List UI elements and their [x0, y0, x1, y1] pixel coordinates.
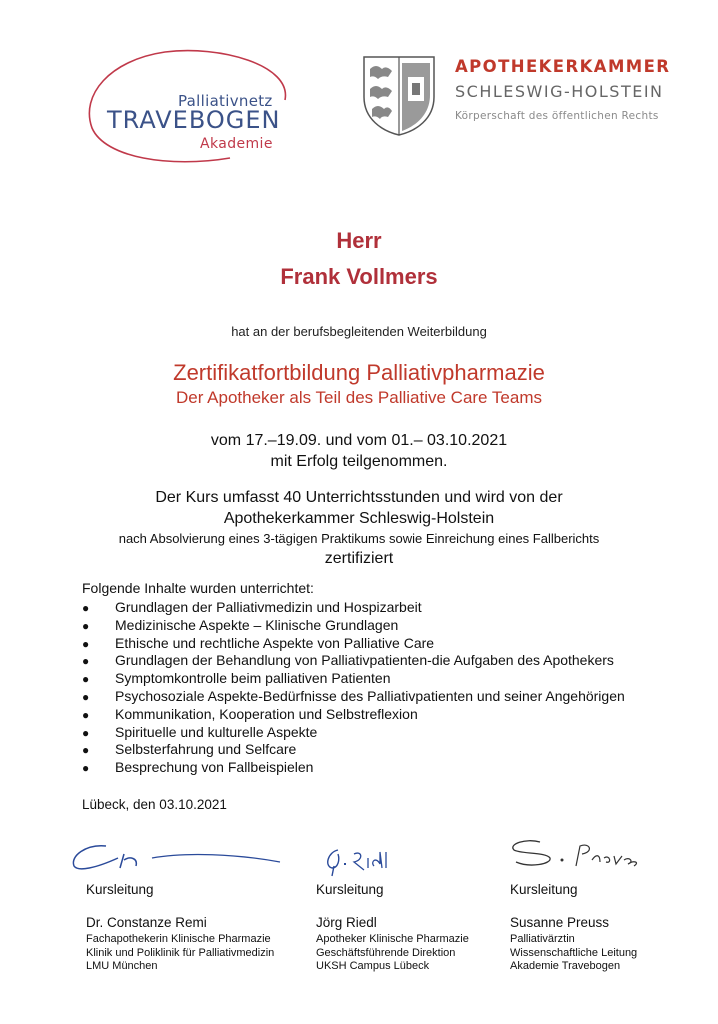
logo-travebogen: TRAVEBOGEN — [107, 106, 281, 134]
signatory-name: Jörg Riedl — [316, 915, 377, 930]
list-item — [82, 706, 625, 724]
signatory-role-line: Palliativärztin — [510, 933, 575, 945]
course-info-line-2: Apothekerkammer Schleswig-Holstein — [223, 510, 495, 527]
signatory-role — [510, 933, 637, 974]
signatory-name: Dr. Constanze Remi — [86, 915, 207, 930]
signatory-label: Kursleitung — [316, 882, 384, 897]
course-subtitle: Der Apotheker als Teil des Palliative Care Teams — [176, 388, 542, 407]
signatory-role-line: Wissenschaftliche Leitung — [510, 946, 638, 959]
bullet-icon: ● — [82, 672, 90, 687]
logo-akademie: Akademie — [200, 136, 273, 152]
topic-text: Ethische und rechtliche Aspekte von Palliative Care — [115, 634, 435, 651]
intro-text: hat an der berufsbegleitenden Weiterbildung — [231, 324, 487, 339]
list-item — [82, 617, 625, 635]
coat-of-arms-icon — [362, 55, 436, 137]
list-item — [82, 688, 625, 706]
bullet-icon: ● — [82, 636, 90, 651]
signatory-role-line: UKSH Campus Lübeck — [316, 960, 430, 972]
list-item — [82, 635, 625, 653]
bullet-icon: ● — [82, 654, 90, 669]
topic-text: Kommunikation, Kooperation und Selbstreflexion — [115, 705, 418, 722]
list-item — [82, 599, 625, 617]
course-info-line-1: Der Kurs umfasst 40 Unterrichtsstunden und wird von der — [155, 489, 563, 506]
list-item — [82, 759, 625, 777]
apothekerkammer-title: APOTHEKERKAMMER — [455, 57, 671, 76]
signatory-role — [86, 933, 274, 974]
signatory-label: Kursleitung — [510, 882, 578, 897]
signature-remi-icon — [66, 836, 286, 876]
signatory-role-line: Apotheker Klinische Pharmazie — [316, 933, 469, 945]
topic-text: Besprechung von Fallbeispielen — [115, 759, 314, 776]
signatory-role-line: Geschäftsführende Direktion — [316, 946, 456, 959]
signatory-name: Susanne Preuss — [510, 915, 610, 930]
list-item — [82, 724, 625, 742]
list-item — [82, 652, 625, 670]
topic-text: Spirituelle und kulturelle Aspekte — [115, 723, 318, 740]
place-date: Lübeck, den 03.10.2021 — [82, 797, 227, 812]
recipient-salutation: Herr — [336, 228, 382, 253]
bullet-icon: ● — [82, 725, 90, 740]
course-info-line-3: nach Absolvierung eines 3-tägigen Praktikums sowie Einreichung eines Fallberichts — [118, 531, 600, 546]
signature-riedl-icon — [320, 844, 400, 878]
signatory-role-line: Klinik und Poliklinik für Palliativmedizin — [86, 946, 275, 959]
bullet-icon: ● — [82, 707, 90, 722]
logo-palliativnetz: Palliativnetz — [178, 92, 273, 110]
apothekerkammer-note: Körperschaft des öffentlichen Rechts — [455, 110, 659, 122]
topic-text: Grundlagen der Palliativmedizin und Hospizarbeit — [115, 599, 422, 615]
bullet-icon: ● — [82, 689, 90, 704]
bullet-icon: ● — [82, 761, 90, 776]
course-dates: vom 17.–19.09. und vom 01.– 03.10.2021 — [210, 432, 508, 449]
signatory-role-line: LMU München — [86, 960, 158, 972]
bullet-icon: ● — [82, 618, 90, 633]
list-item — [82, 670, 625, 688]
signatory-role — [316, 933, 469, 974]
apothekerkammer-subtitle: SCHLESWIG-HOLSTEIN — [455, 82, 664, 101]
topic-text: Selbsterfahrung und Selfcare — [115, 741, 297, 758]
course-info-line-4: zertifiziert — [324, 550, 394, 567]
topics-list — [82, 599, 625, 777]
topics-intro: Folgende Inhalte wurden unterrichtet: — [82, 580, 314, 596]
topic-text: Grundlagen der Behandlung von Palliativpatienten-die Aufgaben des Apothekers — [115, 652, 614, 669]
topic-text: Psychosoziale Aspekte-Bedürfnisse des Palliativpatienten und seiner Angehörigen — [115, 687, 625, 704]
bullet-icon: ● — [82, 601, 90, 615]
recipient-name: Frank Vollmers — [280, 264, 438, 289]
signatory-label: Kursleitung — [86, 882, 154, 897]
travebogen-logo — [80, 40, 295, 165]
signatory-role-line: Fachapothekerin Klinische Pharmazie — [86, 933, 271, 945]
topic-text: Symptomkontrolle beim palliativen Patienten — [115, 670, 391, 687]
signature-preuss-icon — [506, 836, 646, 872]
success-text: mit Erfolg teilgenommen. — [270, 453, 448, 470]
bullet-icon: ● — [82, 743, 90, 758]
course-title: Zertifikatfortbildung Palliativpharmazie — [173, 360, 545, 385]
topic-text: Medizinische Aspekte – Klinische Grundlagen — [115, 616, 399, 633]
list-item — [82, 741, 625, 759]
signatory-role-line: Akademie Travebogen — [510, 960, 621, 972]
